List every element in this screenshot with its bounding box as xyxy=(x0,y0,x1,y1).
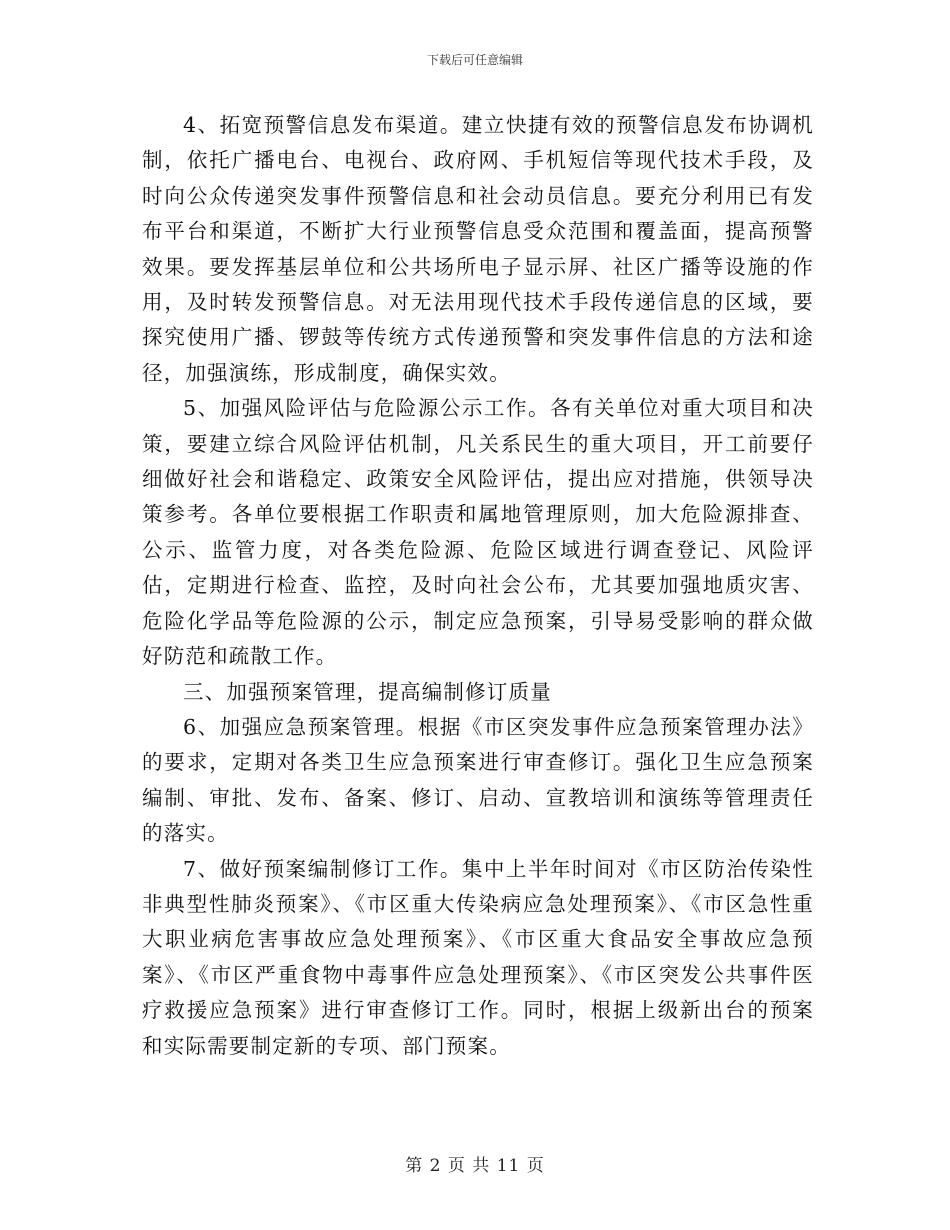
paragraph-6-plan-management: 6、加强应急预案管理。根据《市区突发事件应急预案管理办法》的要求，定期对各类卫生应急预案进行审查修订。强化卫生应急预案编制、审批、发布、备案、修订、启动、宣教培训和演练等管理责任的落实。 xyxy=(142,714,814,846)
paragraph-7-plan-revision: 7、做好预案编制修订工作。集中上半年时间对《市区防治传染性非典型性肺炎预案》、《市区重大传染病应急处理预案》、《市区急性重大职业病危害事故应急处理预案》、《市区重大食品安全事故应急预案》、《市区严重食物中毒事件应急处理预案》、《市区突发公共事件医疗救援应急预案》进行审查修订工作。同时，根据上级新出台的预案和实际需要制定新的专项、部门预案。 xyxy=(142,856,814,1058)
page-header: 下载后可任意编辑 xyxy=(426,53,523,67)
document-body xyxy=(142,108,814,1064)
paragraph-5-risk-assessment: 5、加强风险评估与危险源公示工作。各有关单位对重大项目和决策，要建立综合风险评估机制，凡关系民生的重大项目，开工前要仔细做好社会和谐稳定、政策安全风险评估，提出应对措施，供领导决策参考。各单位要根据工作职责和属地管理原则，加大危险源排查、公示、监管力度，对各类危险源、危险区域进行调查登记、风险评估，定期进行检查、监控，及时向社会公布，尤其要加强地质灾害、危险化学品等危险源的公示，制定应急预案，引导易受影响的群众做好防范和疏散工作。 xyxy=(142,396,814,669)
paragraph-4-warning-channels: 4、拓宽预警信息发布渠道。建立快捷有效的预警信息发布协调机制，依托广播电台、电视台、政府网、手机短信等现代技术手段，及时向公众传递突发事件预警信息和社会动员信息。要充分利用已有发布平台和渠道，不断扩大行业预警信息受众范围和覆盖面，提高预警效果。要发挥基层单位和公共场所电子显示屏、社区广播等设施的作用，及时转发预警信息。对无法用现代技术手段传递信息的区域，要探究使用广播、锣鼓等传统方式传递预警和突发事件信息的方法和途径，加强演练，形成制度，确保实效。 xyxy=(142,113,814,385)
page-number-footer: 第 2 页 共 11 页 xyxy=(405,1156,545,1176)
section-heading-3: 三、加强预案管理，提高编制修订质量 xyxy=(183,679,552,704)
